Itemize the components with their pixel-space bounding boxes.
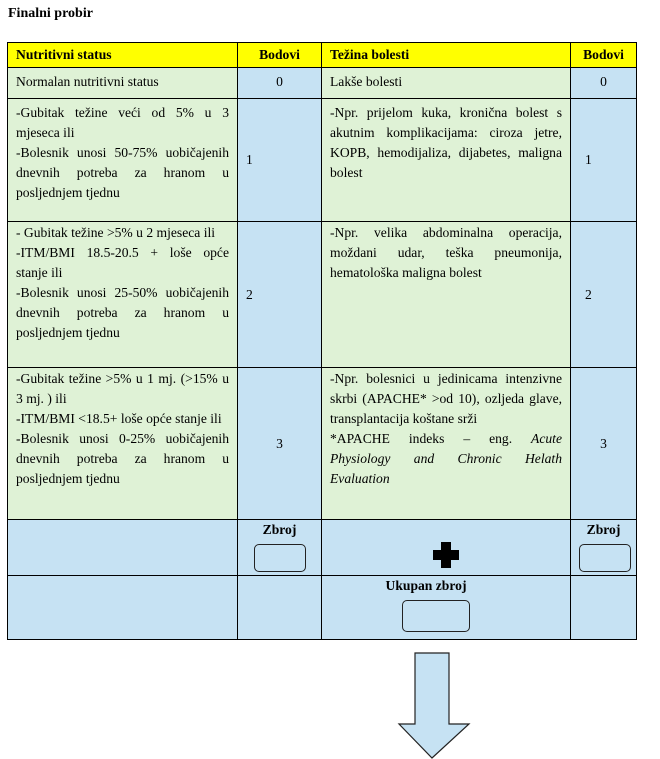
nutrition-text: -ITM/BMI 18.5-20.5 + loše opće stanje ili bbox=[16, 245, 229, 280]
nutrition-points-cell: 1 bbox=[238, 99, 322, 222]
down-arrow-icon bbox=[397, 652, 471, 759]
header-points-left: Bodovi bbox=[238, 43, 322, 68]
disease-cell bbox=[322, 99, 571, 222]
nutrition-text: Normalan nutritivni status bbox=[16, 74, 159, 89]
disease-cell bbox=[322, 68, 571, 99]
total-row bbox=[8, 576, 637, 640]
table-header-row bbox=[8, 43, 637, 68]
plus-cell bbox=[322, 520, 571, 576]
disease-cell bbox=[322, 222, 571, 368]
sum-input-right[interactable] bbox=[579, 544, 631, 572]
nutrition-text: -Bolesnik unosi 50-75% uobičajenih dnevnih potreba za hranom u posljednjem tjednu bbox=[16, 145, 229, 200]
header-points-right: Bodovi bbox=[571, 43, 637, 68]
total-cell bbox=[322, 576, 571, 640]
disease-points-cell: 1 bbox=[571, 99, 637, 222]
total-label: Ukupan zbroj bbox=[385, 578, 467, 593]
nutrition-cell bbox=[8, 99, 238, 222]
screening-table bbox=[7, 42, 637, 640]
apache-italic: Acute Physiology and Chronic Helath Evaluation bbox=[330, 431, 562, 486]
nutrition-cell bbox=[8, 222, 238, 368]
nutrition-text: -Gubitak težine veći od 5% u 3 mjeseca ili bbox=[16, 105, 229, 140]
nutrition-points-cell: 2 bbox=[238, 222, 322, 368]
table-row bbox=[8, 68, 637, 99]
disease-text: -Npr. velika abdominalna operacija, moždani udar, teška pneumonija, hematološka maligna bolest bbox=[330, 225, 562, 280]
nutrition-text: -Bolesnik unosi 25-50% uobičajenih dnevnih potreba za hranom u posljednjem tjednu bbox=[16, 285, 229, 340]
header-nutritional-status: Nutritivni status bbox=[8, 43, 238, 68]
apache-prefix: *APACHE indeks – eng. bbox=[330, 431, 532, 446]
nutrition-cell bbox=[8, 368, 238, 520]
sum-input-left[interactable] bbox=[254, 544, 306, 572]
nutrition-text: -Bolesnik unosi 0-25% uobičajenih dnevnih potreba za hranom u posljednjem tjednu bbox=[16, 431, 229, 486]
sum-label-left: Zbroj bbox=[262, 522, 297, 537]
disease-points-cell: 0 bbox=[571, 68, 637, 99]
nutrition-cell bbox=[8, 68, 238, 99]
total-empty-cell bbox=[571, 576, 637, 640]
sum-left-cell bbox=[238, 520, 322, 576]
disease-text: Lakše bolesti bbox=[330, 74, 403, 89]
plus-icon bbox=[433, 542, 459, 568]
table-row bbox=[8, 222, 637, 368]
table-row bbox=[8, 99, 637, 222]
disease-points-cell: 3 bbox=[571, 368, 637, 520]
nutrition-text: -ITM/BMI <18.5+ loše opće stanje ili bbox=[16, 411, 222, 426]
disease-points-cell: 2 bbox=[571, 222, 637, 368]
page-title: Finalni probir bbox=[8, 6, 93, 21]
sum-right-cell bbox=[571, 520, 637, 576]
nutrition-text: - Gubitak težine >5% u 2 mjeseca ili bbox=[16, 225, 216, 240]
total-empty-cell bbox=[8, 576, 238, 640]
disease-text: -Npr. bolesnici u jedinicama intenzivne skrbi (APACHE* >od 10), ozljeda glave, transplantacija koštane srži bbox=[330, 371, 562, 426]
table-row bbox=[8, 368, 637, 520]
nutrition-text: -Gubitak težine >5% u 1 mj. (>15% u 3 mj. ) ili bbox=[16, 371, 229, 406]
total-empty-cell bbox=[238, 576, 322, 640]
sum-label-right: Zbroj bbox=[586, 522, 621, 537]
nutrition-points-cell: 3 bbox=[238, 368, 322, 520]
disease-cell bbox=[322, 368, 571, 520]
header-disease-severity: Težina bolesti bbox=[322, 43, 571, 68]
sum-empty-cell bbox=[8, 520, 238, 576]
nutrition-points-cell: 0 bbox=[238, 68, 322, 99]
sum-row bbox=[8, 520, 637, 576]
total-input[interactable] bbox=[402, 600, 470, 632]
apache-note bbox=[330, 429, 562, 489]
disease-text: -Npr. prijelom kuka, kronična bolest s akutnim komplikacijama: ciroza jetre, KOPB, hemodijaliza, dijabetes, maligna bolest bbox=[330, 105, 562, 180]
